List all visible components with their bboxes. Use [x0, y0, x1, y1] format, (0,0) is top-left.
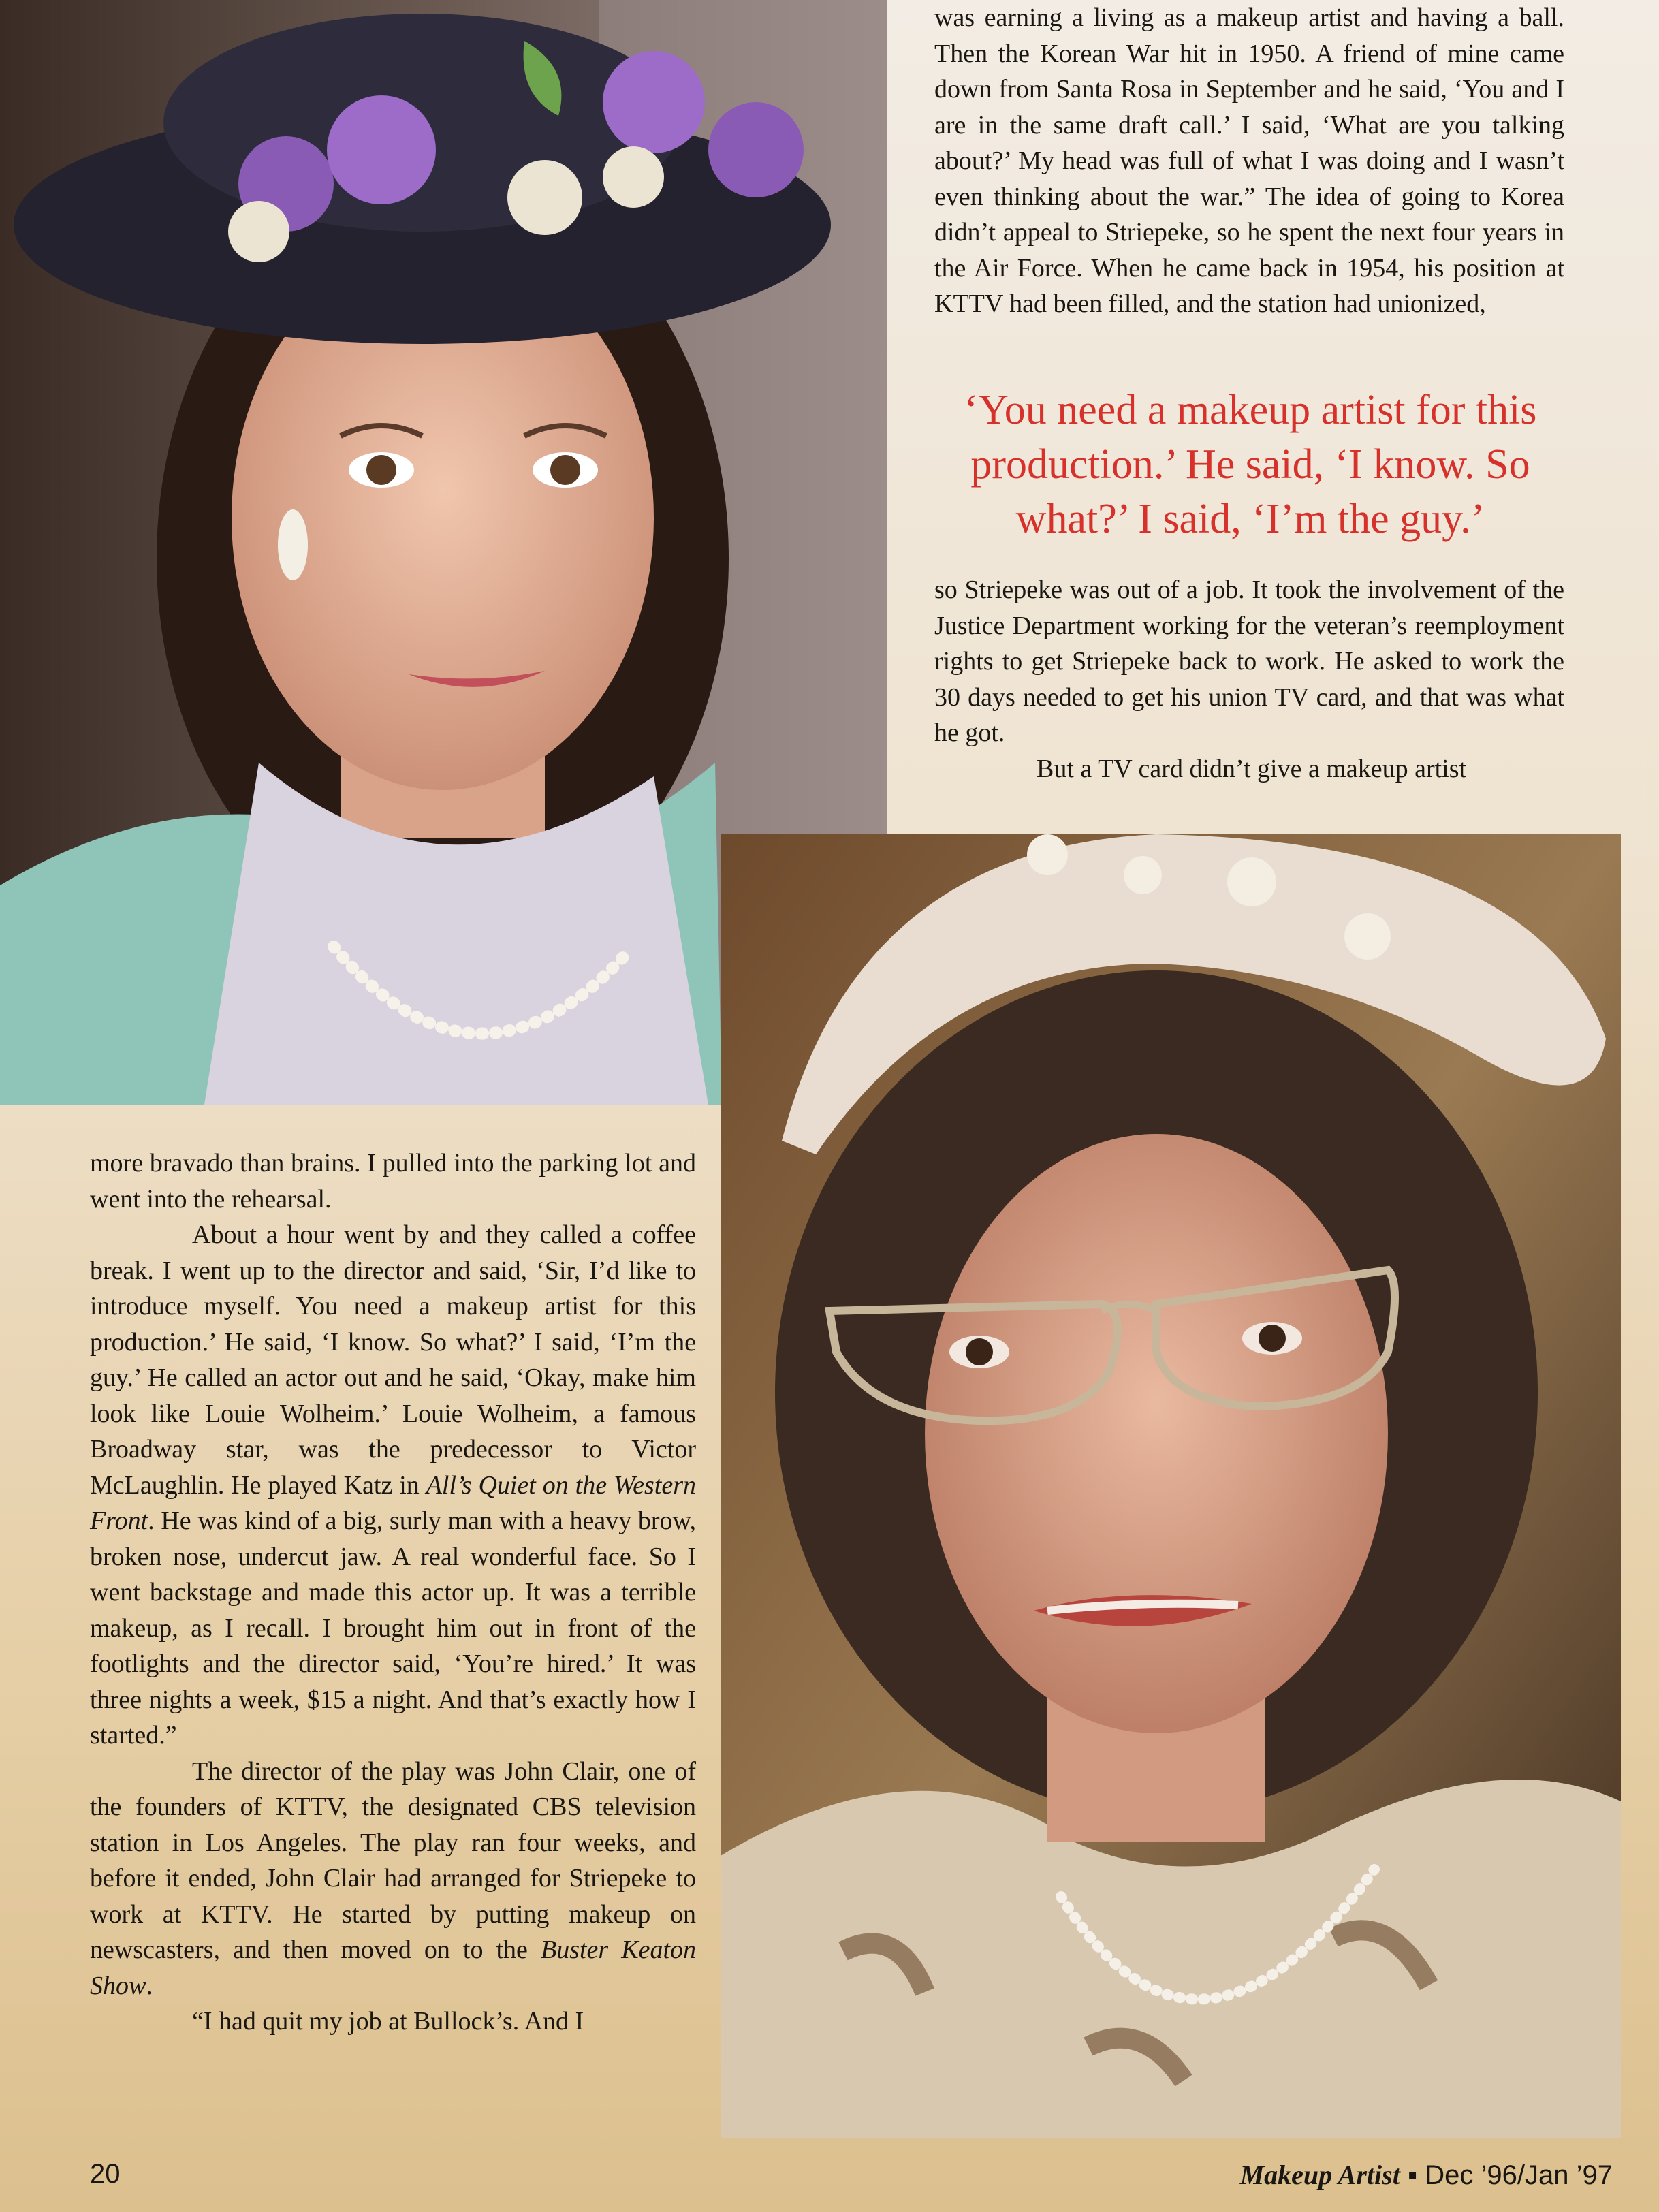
footer-separator: ▪	[1407, 2160, 1418, 2190]
article-paragraph: But a TV card didn’t give a makeup artist	[1037, 754, 1467, 783]
article-paragraph: “I had quit my job at Bullock’s. And I	[192, 2007, 584, 2036]
article-column-left	[90, 1146, 696, 2040]
article-column-right-middle	[934, 572, 1564, 787]
article-paragraph: About a hour went by and they called a coffee break. I went up to the director and said, ‘Sir, I’d like to introduce myself. You need a makeup artist for this production.’ He said, ‘I know. So what?’ I said, ‘I’m the guy.’ He called an actor out and he said, ‘Okay, make him look like Louie Wolheim.’ Louie Wolheim, a famous Broadway star, was the predecessor to Victor McLaughlin. He played Katz in All’s Quiet on the Western Front. He was kind of a big, surly man with a heavy brow, broken nose, undercut jaw. A real wonderful face. So I went backstage and made this actor up. It was a terrible makeup, as I recall. I brought him out in front of the footlights and the director said, ‘You’re hired.’ It was three nights a week, $15 a night. And that’s exactly how I started.”	[90, 1220, 696, 1750]
article-paragraph: more bravado than brains. I pulled into the parking lot and went into the rehearsal.	[90, 1149, 696, 1214]
article-paragraph: was earning a living as a makeup artist and having a ball. Then the Korean War hit in 1950. A friend of mine came down from Santa Rosa in September and he said, ‘You and I are in the same draft call.’ I said, ‘What are you talking about?’ My head was full of what I was doing and I wasn’t even thinking about the war.” The idea of going to Korea didn’t appeal to Striepeke, so he spent the next four years in the Air Force. When he came back in 1954, his position at KTTV had been filled, and the station had unionized,	[934, 3, 1564, 318]
issue-date: Dec ’96/Jan ’97	[1425, 2160, 1613, 2190]
pull-quote: ‘You need a makeup artist for this production.’ He said, ‘I know. So what?’ I said, ‘I’m the guy.’	[964, 387, 1537, 542]
film-title: All’s Quiet on the Western Front	[90, 1470, 696, 1535]
magazine-footer	[1240, 2159, 1613, 2191]
article-paragraph: so Striepeke was out of a job. It took the involvement of the Justice Department working for the veteran’s reemployment rights to get Striepeke back to work. He asked to work the 30 days needed to get his union TV card, and that was what he got.	[934, 575, 1564, 747]
article-paragraph: The director of the play was John Clair, one of the founders of KTTV, the designated CBS television station in Los Angeles. The play ran four weeks, and before it ended, John Clair had arranged for Striepeke to work at KTTV. He started by putting makeup on newscasters, and then moved on to the Buster Keaton Show.	[90, 1756, 697, 2000]
show-title: Buster Keaton Show	[90, 1936, 697, 2000]
magazine-name: Makeup Artist	[1239, 2160, 1400, 2190]
page-number: 20	[90, 2159, 121, 2189]
photo-woman-cat-eye-glasses	[721, 834, 1621, 2138]
article-column-right-top	[934, 0, 1564, 322]
